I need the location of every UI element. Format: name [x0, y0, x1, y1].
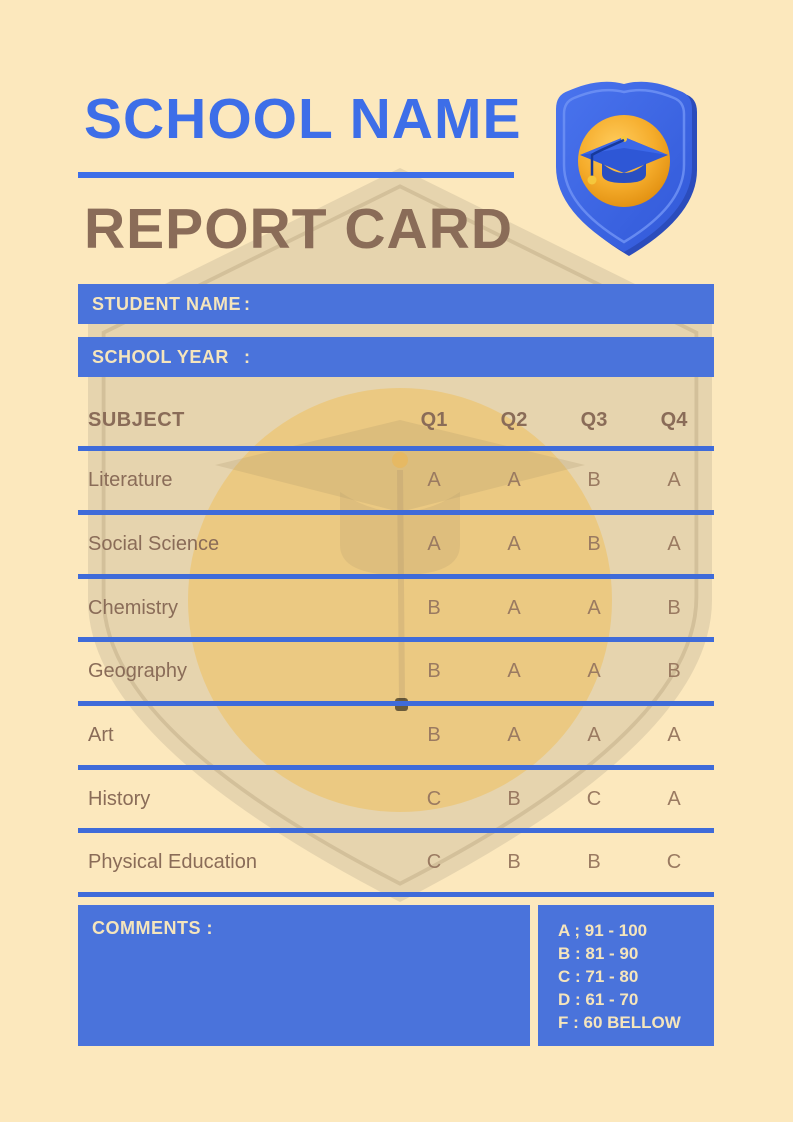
- student-name-colon: :: [244, 293, 251, 314]
- subject-cell: Geography: [88, 660, 187, 682]
- grade-cell: A: [667, 469, 681, 491]
- column-header-q2: Q2: [500, 409, 528, 431]
- title-underline: [78, 172, 514, 178]
- grade-scale-line-a: A ; 91 - 100: [558, 921, 648, 940]
- grade-cell: C: [426, 788, 442, 810]
- grade-scale-line-b: B : 81 - 90: [558, 944, 639, 963]
- table-divider: [78, 892, 714, 897]
- column-header-q1: Q1: [420, 409, 448, 431]
- grade-scale-line-d: D : 61 - 70: [558, 990, 639, 1009]
- school-year-colon: :: [244, 346, 251, 367]
- student-name-row: [78, 284, 714, 324]
- grade-cell: A: [587, 660, 601, 682]
- subject-cell: Art: [88, 724, 114, 746]
- column-header-subject: SUBJECT: [88, 409, 185, 431]
- subject-cell: History: [88, 788, 151, 810]
- grade-cell: A: [587, 597, 601, 619]
- subject-cell: Chemistry: [88, 597, 179, 619]
- table-row: [78, 770, 714, 829]
- school-year-label: SCHOOL YEAR: [92, 346, 229, 367]
- table-row: [78, 642, 714, 701]
- grade-cell: B: [507, 851, 521, 873]
- table-row: [78, 706, 714, 765]
- grade-cell: A: [507, 724, 521, 746]
- grade-cell: C: [586, 788, 602, 810]
- grade-cell: A: [507, 597, 521, 619]
- grade-scale-line-f: F : 60 BELLOW: [558, 1013, 681, 1032]
- school-name-title: SCHOOL NAME: [84, 87, 522, 151]
- comments-label: COMMENTS :: [92, 918, 213, 938]
- grade-cell: A: [427, 533, 441, 555]
- grade-cell: B: [667, 660, 681, 682]
- grade-cell: B: [667, 597, 681, 619]
- grade-cell: A: [667, 788, 681, 810]
- school-year-value[interactable]: [251, 337, 701, 377]
- grade-cell: A: [587, 724, 601, 746]
- grade-cell: A: [507, 533, 521, 555]
- comments-box: [78, 905, 530, 1046]
- grade-cell: B: [587, 533, 601, 555]
- table-header: [78, 395, 714, 446]
- grade-cell: C: [666, 851, 682, 873]
- table-row: [78, 451, 714, 510]
- grade-cell: B: [507, 788, 521, 810]
- subject-cell: Social Science: [88, 533, 220, 555]
- grade-cell: B: [427, 660, 441, 682]
- grade-cell: B: [427, 724, 441, 746]
- grade-scale-line-c: C : 71 - 80: [558, 967, 639, 986]
- subject-cell: Physical Education: [88, 851, 257, 873]
- student-name-value[interactable]: [251, 284, 701, 324]
- student-name-label: STUDENT NAME: [92, 293, 241, 314]
- table-row: [78, 833, 714, 892]
- grade-cell: A: [507, 469, 521, 491]
- grade-scale-box: [538, 905, 714, 1046]
- grade-cell: B: [427, 597, 441, 619]
- grade-cell: A: [427, 469, 441, 491]
- grade-cell: C: [426, 851, 442, 873]
- table-row: [78, 579, 714, 638]
- column-header-q3: Q3: [580, 409, 608, 431]
- grade-cell: B: [587, 469, 601, 491]
- subject-cell: Literature: [88, 469, 173, 491]
- grade-cell: A: [667, 724, 681, 746]
- grade-cell: A: [667, 533, 681, 555]
- table-row: [78, 515, 714, 574]
- grade-cell: A: [507, 660, 521, 682]
- comments-value[interactable]: [92, 939, 516, 1034]
- school-year-row: [78, 337, 714, 377]
- report-card-title: REPORT CARD: [84, 197, 514, 261]
- graduation-cap-badge-icon: [543, 76, 705, 262]
- column-header-q4: Q4: [660, 409, 688, 431]
- grade-cell: B: [587, 851, 601, 873]
